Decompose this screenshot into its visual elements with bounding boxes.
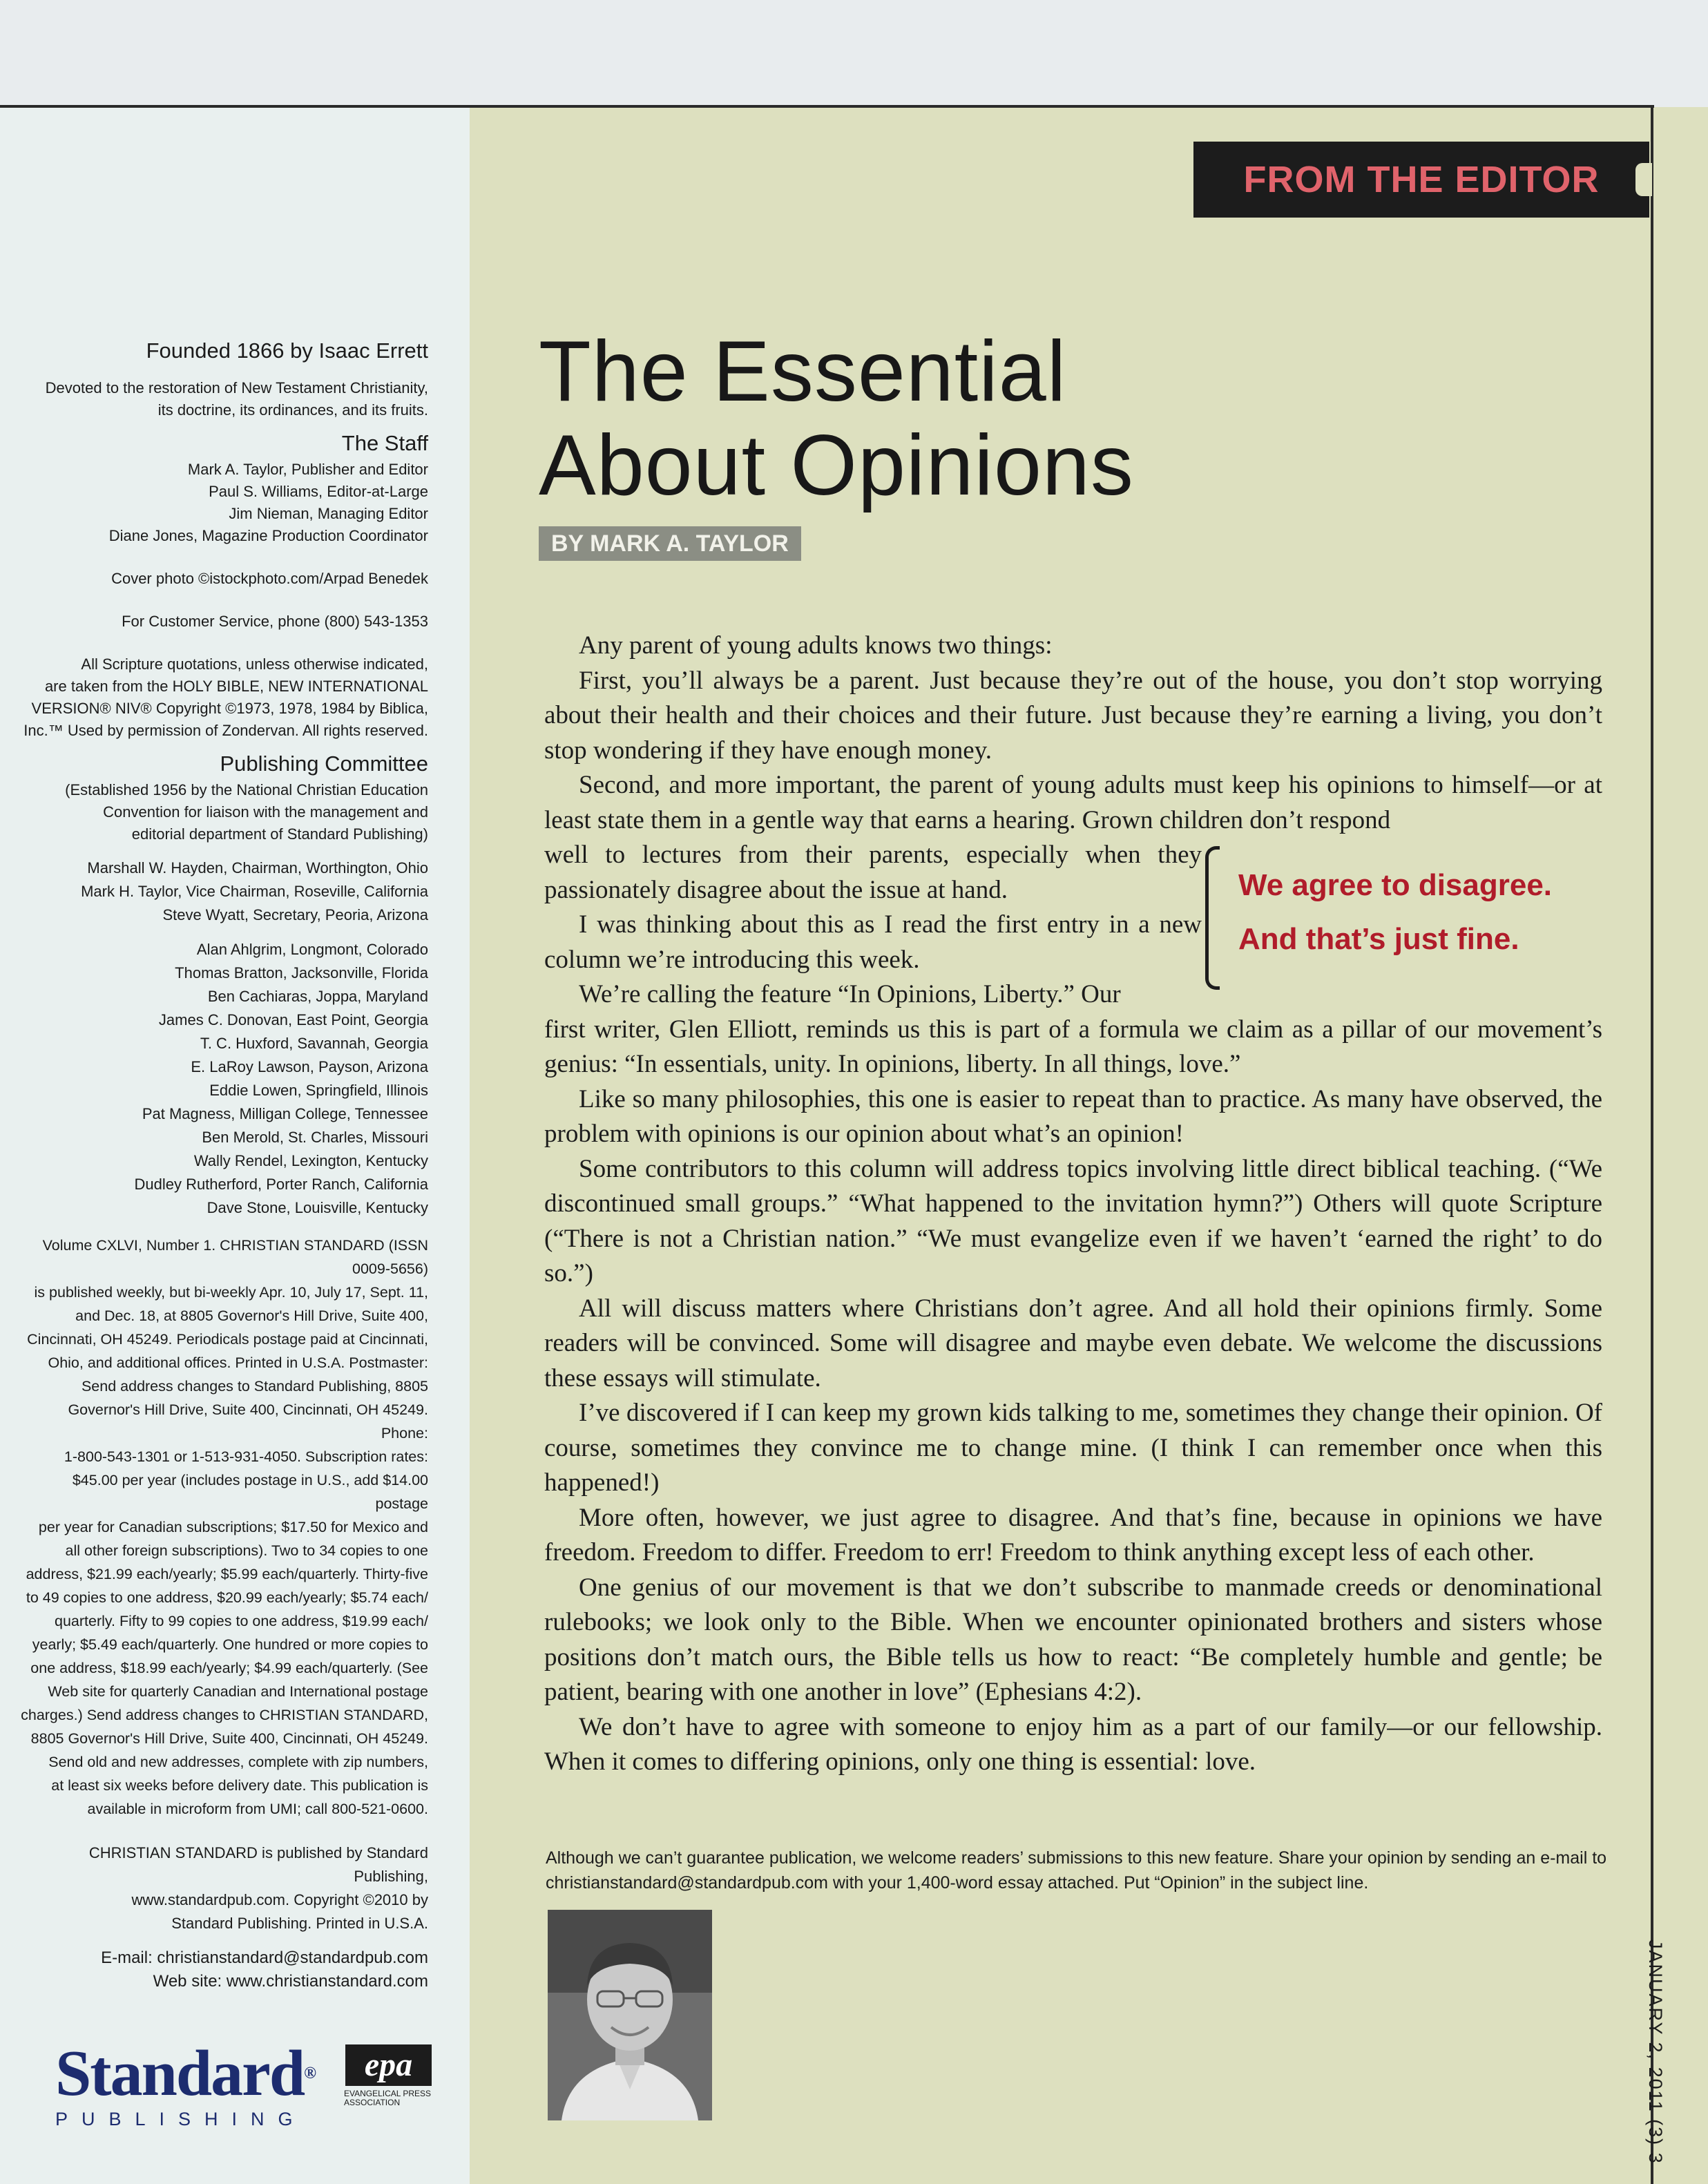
volume-line: Ohio, and additional offices. Printed in U.S.A. Postmaster: [48, 1354, 428, 1371]
staff-member: Paul S. Williams, Editor-at-Large [209, 483, 428, 500]
article-paragraph: We don’t have to agree with someone to enjoy him as a part of our family—or our fellowship. When it comes to differing opinions, only one thing is essential: love. [544, 1712, 1602, 1776]
publisher-line: Standard Publishing. Printed in U.S.A. [171, 1915, 428, 1932]
frame-top-rule [0, 105, 1654, 108]
committee-member: Eddie Lowen, Springfield, Illinois [209, 1082, 428, 1099]
volume-statement [21, 1234, 428, 1821]
volume-line: Send address changes to Standard Publishing, 8805 [81, 1378, 428, 1395]
volume-line: is published weekly, but bi-weekly Apr. 10, July 17, Sept. 11, [34, 1284, 428, 1301]
committee-member: Alan Ahlgrim, Longmont, Colorado [196, 941, 428, 958]
volume-line: address, $21.99 each/yearly; $5.99 each/quarterly. Thirty-five [26, 1566, 428, 1582]
section-banner [1193, 142, 1649, 218]
committee-member: Dudley Rutherford, Porter Ranch, California [134, 1176, 428, 1193]
devoted-line: Devoted to the restoration of New Testament Christianity, [45, 379, 428, 396]
committee-officer: Steve Wyatt, Secretary, Peoria, Arizona [162, 906, 428, 923]
publisher-line: www.standardpub.com. Copyright ©2010 by [131, 1891, 428, 1908]
founded-line: Founded 1866 by Isaac Errett [146, 338, 428, 363]
website-line: Web site: www.christianstandard.com [153, 1972, 428, 1991]
masthead [21, 338, 428, 1993]
frame-right-rule [1651, 105, 1653, 2184]
banner-tab [1635, 163, 1652, 196]
committee-officer: Marshall W. Hayden, Chairman, Worthington, Ohio [87, 859, 428, 877]
committee-member: James C. Donovan, East Point, Georgia [158, 1011, 428, 1028]
volume-line: one address, $18.99 each/yearly; $4.99 each/quarterly. (See [30, 1660, 428, 1676]
volume-line: 8805 Governor's Hill Drive, Suite 400, Cincinnati, OH 45249. [30, 1730, 428, 1747]
volume-line: Web site for quarterly Canadian and International postage [48, 1683, 428, 1700]
volume-line: at least six weeks before delivery date. This publication is [51, 1777, 428, 1794]
standard-publishing-logo [55, 2038, 332, 2130]
scripture-line: VERSION® NIV® Copyright ©1973, 1978, 1984 by Biblica, [31, 700, 428, 717]
pull-quote [1205, 846, 1606, 984]
article-paragraph: We’re calling the feature “In Opinions, Liberty.” Our [579, 980, 1121, 1008]
committee-intro [21, 779, 428, 845]
article-paragraph: All will discuss matters where Christians don’t agree. And all hold their opinions firmly. Some readers will be convinced. Some will disagree and maybe even debate. We welcome the discussions these essays will stimulate. [544, 1294, 1602, 1392]
article-paragraph: Like so many philosophies, this one is easier to repeat than to practice. As many have observed, the problem with opinions is our opinion about what’s an opinion! [544, 1084, 1602, 1148]
article-paragraph: Second, and more important, the parent of young adults must keep his opinions to himself—or at least state them in a gentle way that earns a hearing. Grown children don’t respond [544, 771, 1602, 834]
cover-photo-credit: Cover photo ©istockphoto.com/Arpad Benedek [111, 570, 428, 587]
volume-line: Volume CXLVI, Number 1. CHRISTIAN STANDARD (ISSN 0009-5656) [42, 1237, 428, 1277]
contact-info [21, 1946, 428, 1993]
volume-line: and Dec. 18, at 8805 Governor's Hill Drive, Suite 400, [75, 1307, 428, 1324]
page-top-margin [0, 0, 1708, 107]
customer-service: For Customer Service, phone (800) 543-1353 [122, 613, 428, 630]
devoted-statement [21, 377, 428, 421]
article-paragraph: Any parent of young adults knows two things: [579, 631, 1053, 660]
section-banner-label: FROM THE EDITOR [1243, 159, 1600, 200]
byline: BY MARK A. TAYLOR [539, 526, 801, 561]
committee-intro-line: editorial department of Standard Publishing) [131, 825, 428, 843]
committee-member: Wally Rendel, Lexington, Kentucky [193, 1152, 428, 1169]
committee-member: E. LaRoy Lawson, Payson, Arizona [191, 1058, 428, 1075]
committee-intro-line: (Established 1956 by the National Christian Education [65, 781, 428, 798]
author-portrait-icon [548, 1910, 712, 2120]
date-folio: JANUARY 2, 2011 (3) 3 [1645, 1939, 1666, 2165]
bracket-icon [1205, 846, 1220, 990]
scripture-line: Inc.™ Used by permission of Zondervan. All rights reserved. [23, 722, 428, 739]
staff-member: Diane Jones, Magazine Production Coordinator [108, 527, 428, 544]
volume-line: available in microform from UMI; call 800-521-0600. [87, 1801, 428, 1817]
article-paragraph: well to lectures from their parents, especially when they passionately disagree about the issue at hand. [544, 841, 1202, 904]
volume-line: Send old and new addresses, complete with zip numbers, [48, 1754, 428, 1770]
devoted-line: its doctrine, its ordinances, and its fruits. [157, 401, 428, 419]
volume-line: 1-800-543-1301 or 1-513-931-4050. Subscription rates: [64, 1448, 428, 1465]
committee-officers [21, 856, 428, 927]
title-line: The Essential [539, 324, 1067, 419]
staff-member: Mark A. Taylor, Publisher and Editor [187, 461, 428, 478]
committee-member: Pat Magness, Milligan College, Tennessee [142, 1105, 428, 1122]
article-paragraph: first writer, Glen Elliott, reminds us this is part of a formula we claim as a pillar of our movement’s genius: “In essentials, unity. In opinions, liberty. In all things, love.” [544, 1015, 1602, 1078]
wrapped-text [544, 838, 1202, 1013]
committee-member: Ben Cachiaras, Joppa, Maryland [207, 988, 428, 1005]
standard-logo-word: Standard [55, 2038, 305, 2109]
standard-logo-sub: PUBLISHING [55, 2109, 307, 2129]
staff-member: Jim Nieman, Managing Editor [229, 505, 428, 522]
volume-line: $45.00 per year (includes postage in U.S., add $14.00 postage [72, 1472, 428, 1512]
volume-line: to 49 copies to one address, $20.99 each/yearly; $5.74 each/ [26, 1589, 428, 1606]
volume-line: yearly; $5.49 each/quarterly. One hundred or more copies to [32, 1636, 428, 1653]
volume-line: Cincinnati, OH 45249. Periodicals postage paid at Cincinnati, [27, 1331, 428, 1348]
article-body [544, 629, 1602, 1780]
article-paragraph: First, you’ll always be a parent. Just because they’re out of the house, you don’t stop worrying about their health and their choices and their future. Just because they’re earning a living, you don’t stop wondering if they have enough money. [544, 666, 1602, 765]
epa-logo-word: epa [364, 2047, 413, 2083]
email-line: E-mail: christianstandard@standardpub.com [101, 1948, 428, 1967]
volume-line: quarterly. Fifty to 99 copies to one address, $19.99 each/ [54, 1613, 428, 1629]
committee-intro-line: Convention for liaison with the management and [103, 803, 428, 821]
article-paragraph: One genius of our movement is that we don’t subscribe to manmade creeds or denominational rulebooks; we look only to the Bible. When we encounter opinionated brothers and sisters whose positions don’t match ours, the Bible tells us how to react: “Be completely humble and gentle; be patient, bearing with one another in love” (Ephesians 4:2). [544, 1573, 1602, 1706]
committee-heading: Publishing Committee [220, 751, 428, 776]
committee-members [21, 938, 428, 1220]
committee-member: Ben Merold, St. Charles, Missouri [202, 1129, 428, 1146]
article-paragraph: I’ve discovered if I can keep my grown kids talking to me, sometimes they change their opinion. Of course, sometimes they convince me to change mine. (I think I can remember once when this happened!) [544, 1399, 1602, 1497]
author-photo [548, 1910, 712, 2120]
scripture-notice [21, 653, 428, 742]
committee-officer: Mark H. Taylor, Vice Chairman, Roseville, California [81, 883, 428, 900]
committee-member: Dave Stone, Louisville, Kentucky [207, 1199, 428, 1216]
pull-quote-line: And that’s just fine. [1238, 922, 1519, 956]
pull-quote-text [1238, 859, 1552, 966]
article-paragraph: Some contributors to this column will address topics involving little direct biblical teaching. (“We discontinued small groups.” “What happened to the invitation hymn?”) Others will quote Scripture (“There is not a Christian nation.” “We must evangelize even if we haven’t ‘earned the right’ to do so.”) [544, 1154, 1602, 1287]
volume-line: all other foreign subscriptions). Two to 34 copies to one [65, 1542, 428, 1559]
submission-note: Although we can’t guarantee publication, we welcome readers’ submissions to this new feature. Share your opinion by sending an e-mail to christianstandard@standardpub.com with your 1,400-word essay attached. Put “Opinion” in the subject line. [546, 1848, 1607, 1893]
article-paragraph: More often, however, we just agree to disagree. And that’s fine, because in opinions we have freedom. Freedom to differ. Freedom to err! Freedom to think anything except less of each other. [544, 1503, 1602, 1567]
committee-member: Thomas Bratton, Jacksonville, Florida [175, 964, 428, 981]
staff-list [21, 459, 428, 547]
volume-line: per year for Canadian subscriptions; $17.50 for Mexico and [38, 1519, 428, 1535]
article-title [539, 325, 1134, 513]
registered-mark: ® [304, 2065, 316, 2082]
epa-logo [345, 2044, 432, 2086]
scripture-line: are taken from the HOLY BIBLE, NEW INTERNATIONAL [44, 678, 428, 695]
scripture-line: All Scripture quotations, unless otherwise indicated, [81, 655, 428, 673]
publisher-statement [21, 1841, 428, 1935]
staff-heading: The Staff [341, 431, 428, 455]
publisher-line: CHRISTIAN STANDARD is published by Standard Publishing, [88, 1844, 428, 1885]
article-paragraph: I was thinking about this as I read the first entry in a new column we’re introducing this week. [544, 910, 1202, 974]
volume-line: charges.) Send address changes to CHRISTIAN STANDARD, [21, 1707, 428, 1723]
title-line: About Opinions [539, 418, 1134, 513]
epa-logo-sub: EVANGELICAL PRESS ASSOCIATION [344, 2089, 432, 2107]
volume-line: Governor's Hill Drive, Suite 400, Cincinnati, OH 45249. Phone: [68, 1401, 428, 1441]
pull-quote-line: We agree to disagree. [1238, 868, 1553, 902]
committee-member: T. C. Huxford, Savannah, Georgia [200, 1035, 428, 1052]
